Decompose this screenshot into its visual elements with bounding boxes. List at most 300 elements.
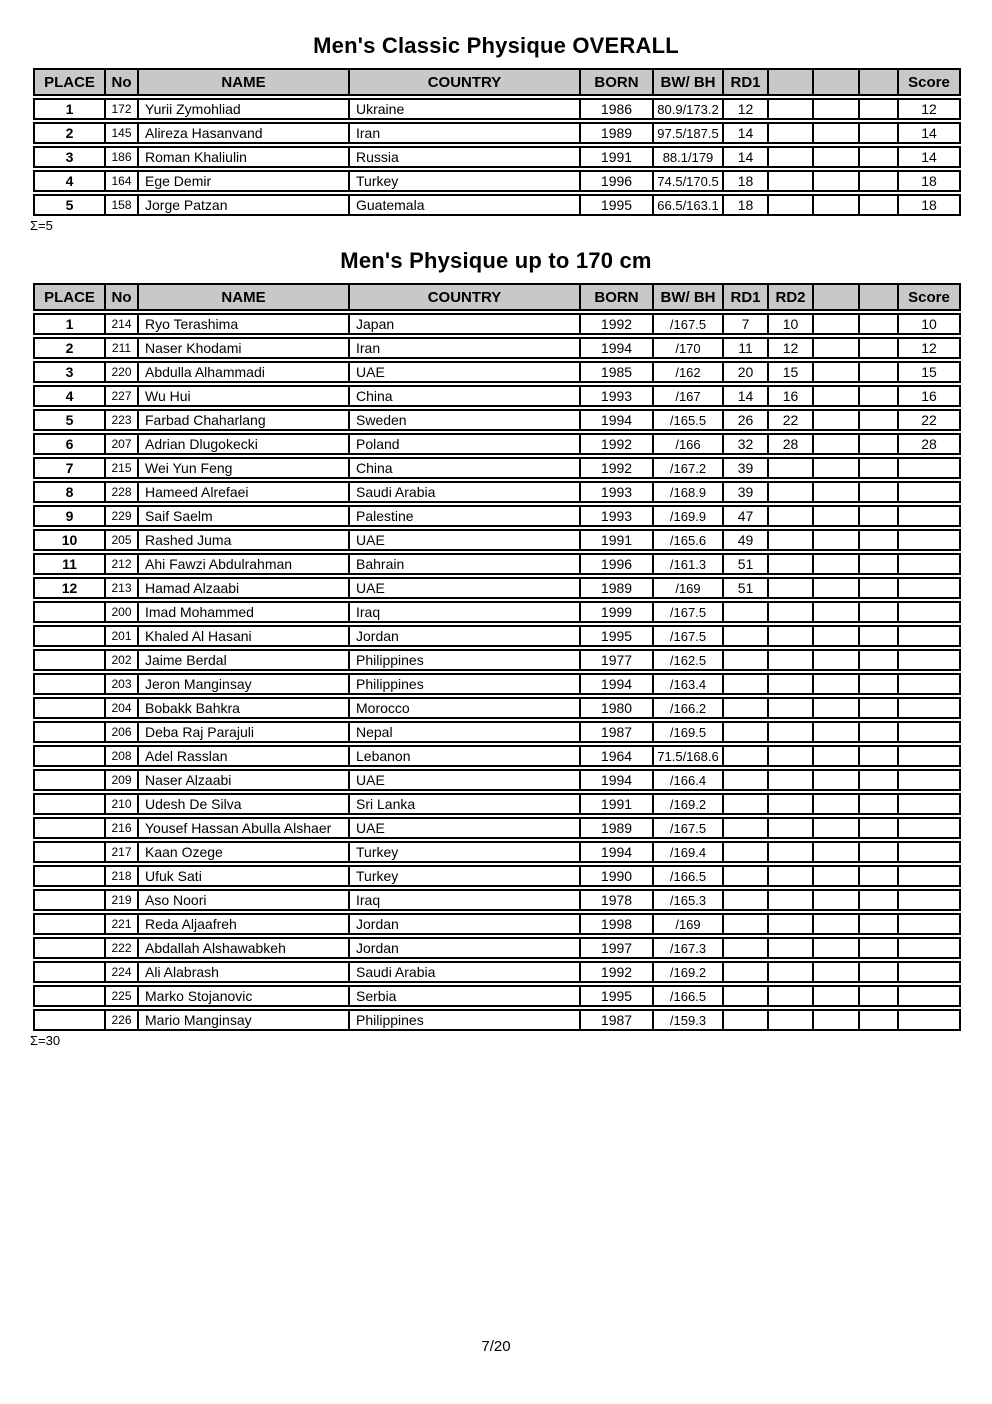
name-cell: Roman Khaliulin [139, 148, 350, 166]
score-cell [899, 1011, 959, 1029]
bwbh-cell: 97.5/187.5 [654, 124, 724, 142]
born-cell: 1991 [581, 148, 654, 166]
born-cell: 1992 [581, 459, 654, 477]
rd1-cell [724, 843, 769, 861]
bwbh-cell: /166.2 [654, 699, 724, 717]
extra1-cell [814, 124, 860, 142]
score-cell [899, 987, 959, 1005]
name-cell: Adrian Dlugokecki [139, 435, 350, 453]
table-row [33, 313, 961, 335]
bwbh-cell: /169 [654, 915, 724, 933]
no-cell: 205 [106, 531, 139, 549]
place-cell: 3 [35, 148, 106, 166]
place-cell: 6 [35, 435, 106, 453]
country-cell: Sri Lanka [350, 795, 581, 813]
rd1-cell [724, 603, 769, 621]
table-row [33, 1009, 961, 1031]
extra2-cell [860, 651, 899, 669]
name-column-header: NAME [139, 285, 350, 309]
no-cell: 145 [106, 124, 139, 142]
country-cell: Turkey [350, 172, 581, 190]
table-row [33, 769, 961, 791]
extra2-cell [860, 315, 899, 333]
bwbh-cell: 88.1/179 [654, 148, 724, 166]
bwbh-cell: 66.5/163.1 [654, 196, 724, 214]
country-cell: Turkey [350, 867, 581, 885]
place-cell [35, 603, 106, 621]
rd2-cell [769, 891, 814, 909]
country-cell: Philippines [350, 675, 581, 693]
no-cell: 218 [106, 867, 139, 885]
score-cell [899, 915, 959, 933]
rd1-cell [724, 891, 769, 909]
name-cell: Ufuk Sati [139, 867, 350, 885]
no-cell: 214 [106, 315, 139, 333]
score-cell [899, 507, 959, 525]
extra2-cell [860, 627, 899, 645]
table-header-row [33, 283, 961, 311]
no-cell: 211 [106, 339, 139, 357]
born-cell: 1994 [581, 675, 654, 693]
score-cell [899, 531, 959, 549]
country-cell: Iran [350, 339, 581, 357]
born-cell: 1996 [581, 555, 654, 573]
rd1-cell: 18 [724, 172, 769, 190]
rd2-cell [769, 819, 814, 837]
place-cell: 4 [35, 387, 106, 405]
rd1-cell [724, 771, 769, 789]
score-cell: 14 [921, 149, 937, 165]
table-row [33, 889, 961, 911]
born-cell: 1994 [581, 339, 654, 357]
bwbh-column-header: BW/ BH [654, 285, 724, 309]
extra1-cell [814, 891, 860, 909]
name-cell: Jeron Manginsay [139, 675, 350, 693]
country-cell: Palestine [350, 507, 581, 525]
rd2-column-header [769, 70, 814, 94]
no-cell: 158 [106, 196, 139, 214]
born-cell: 1999 [581, 603, 654, 621]
bwbh-cell: /169.4 [654, 843, 724, 861]
rd1-column-header: RD1 [724, 70, 769, 94]
born-column-header: BORN [581, 70, 654, 94]
table-row [33, 937, 961, 959]
born-cell: 1991 [581, 531, 654, 549]
place-cell: 1 [35, 315, 106, 333]
table-row [33, 601, 961, 623]
born-cell: 1987 [581, 723, 654, 741]
score-cell [899, 867, 959, 885]
extra1-cell [814, 100, 860, 118]
bwbh-cell: /159.3 [654, 1011, 724, 1029]
score-cell [899, 627, 959, 645]
place-cell [35, 651, 106, 669]
country-cell: China [350, 387, 581, 405]
name-cell: Aso Noori [139, 891, 350, 909]
rd1-cell: 12 [724, 100, 769, 118]
born-cell: 1992 [581, 963, 654, 981]
rd1-cell: 51 [724, 579, 769, 597]
country-cell: Jordan [350, 915, 581, 933]
place-cell [35, 963, 106, 981]
rd1-cell [724, 1011, 769, 1029]
extra1-cell [814, 795, 860, 813]
name-cell: Farbad Chaharlang [139, 411, 350, 429]
extra1-cell [814, 723, 860, 741]
no-cell: 209 [106, 771, 139, 789]
extra1-cell [814, 339, 860, 357]
no-cell: 224 [106, 963, 139, 981]
rd2-cell: 16 [769, 387, 814, 405]
place-cell [35, 987, 106, 1005]
born-cell: 1994 [581, 771, 654, 789]
name-cell: Jaime Berdal [139, 651, 350, 669]
table-row [33, 98, 961, 120]
bwbh-cell: /162 [654, 363, 724, 381]
extra1-cell [814, 531, 860, 549]
rd2-cell [769, 723, 814, 741]
name-cell: Yousef Hassan Abulla Alshaer [139, 819, 350, 837]
rd1-cell [724, 651, 769, 669]
place-cell [35, 867, 106, 885]
extra1-cell [814, 843, 860, 861]
sum-label: Σ=30 [30, 1033, 61, 1048]
score-cell [899, 555, 959, 573]
extra1-cell [814, 435, 860, 453]
place-cell: 1 [35, 100, 106, 118]
rd2-cell [769, 771, 814, 789]
extra1-cell [814, 987, 860, 1005]
no-cell: 223 [106, 411, 139, 429]
extra1-cell [814, 555, 860, 573]
rd2-cell [769, 483, 814, 501]
extra2-cell [860, 459, 899, 477]
rd1-cell [724, 819, 769, 837]
name-cell: Deba Raj Parajuli [139, 723, 350, 741]
extra2-column-header [860, 285, 899, 309]
born-cell: 1994 [581, 843, 654, 861]
bwbh-cell: /166.5 [654, 987, 724, 1005]
extra2-cell [860, 699, 899, 717]
name-cell: Naser Alzaabi [139, 771, 350, 789]
extra1-cell [814, 1011, 860, 1029]
extra1-cell [814, 507, 860, 525]
rd2-cell [769, 1011, 814, 1029]
name-cell: Ahi Fawzi Abdulrahman [139, 555, 350, 573]
country-cell: China [350, 459, 581, 477]
country-cell: Saudi Arabia [350, 483, 581, 501]
extra2-cell [860, 507, 899, 525]
score-cell [899, 819, 959, 837]
name-cell: Wu Hui [139, 387, 350, 405]
no-cell: 217 [106, 843, 139, 861]
extra2-cell [860, 124, 899, 142]
extra2-cell [860, 891, 899, 909]
no-cell: 201 [106, 627, 139, 645]
table-row [33, 146, 961, 168]
extra1-cell [814, 675, 860, 693]
place-column-header: PLACE [35, 70, 106, 94]
extra1-cell [814, 315, 860, 333]
bwbh-cell: /166 [654, 435, 724, 453]
extra1-cell [814, 579, 860, 597]
bwbh-cell: /163.4 [654, 675, 724, 693]
extra2-cell [860, 939, 899, 957]
rd1-cell: 49 [724, 531, 769, 549]
no-cell: 204 [106, 699, 139, 717]
rd2-cell [769, 124, 814, 142]
country-cell: Philippines [350, 1011, 581, 1029]
score-cell: 28 [921, 436, 937, 452]
extra2-cell [860, 1011, 899, 1029]
no-cell: 186 [106, 148, 139, 166]
table-row [33, 385, 961, 407]
table-row [33, 673, 961, 695]
place-cell: 12 [35, 579, 106, 597]
rd1-cell: 32 [724, 435, 769, 453]
country-cell: Ukraine [350, 100, 581, 118]
extra2-cell [860, 483, 899, 501]
page-number: 7/20 [481, 1338, 511, 1355]
score-cell: 12 [921, 340, 937, 356]
country-cell: UAE [350, 363, 581, 381]
no-cell: 226 [106, 1011, 139, 1029]
born-cell: 1987 [581, 1011, 654, 1029]
extra2-cell [860, 555, 899, 573]
table-row [33, 361, 961, 383]
extra1-cell [814, 483, 860, 501]
country-cell: Poland [350, 435, 581, 453]
rd1-cell [724, 963, 769, 981]
rd2-cell [769, 148, 814, 166]
rd2-cell [769, 843, 814, 861]
extra1-cell [814, 939, 860, 957]
no-cell: 172 [106, 100, 139, 118]
extra2-cell [860, 747, 899, 765]
bwbh-cell: /161.3 [654, 555, 724, 573]
table-row [33, 913, 961, 935]
rd2-cell [769, 603, 814, 621]
born-cell: 1989 [581, 819, 654, 837]
bwbh-cell: /167.3 [654, 939, 724, 957]
bwbh-cell: /169.5 [654, 723, 724, 741]
extra2-cell [860, 435, 899, 453]
rd1-cell [724, 747, 769, 765]
no-cell: 225 [106, 987, 139, 1005]
extra2-cell [860, 363, 899, 381]
table-title: Men's Classic Physique OVERALL [313, 33, 679, 58]
extra2-cell [860, 411, 899, 429]
bwbh-cell: /162.5 [654, 651, 724, 669]
born-cell: 1989 [581, 579, 654, 597]
bwbh-cell: /167.5 [654, 315, 724, 333]
score-cell [899, 963, 959, 981]
rd2-column-header: RD2 [769, 285, 814, 309]
rd1-cell: 39 [724, 483, 769, 501]
country-cell: Lebanon [350, 747, 581, 765]
table-row [33, 961, 961, 983]
born-cell: 1980 [581, 699, 654, 717]
name-cell: Marko Stojanovic [139, 987, 350, 1005]
score-cell [899, 891, 959, 909]
rd1-cell [724, 867, 769, 885]
place-cell [35, 939, 106, 957]
table-row [33, 553, 961, 575]
table-row [33, 481, 961, 503]
extra1-cell [814, 172, 860, 190]
born-cell: 1993 [581, 507, 654, 525]
place-cell: 10 [35, 531, 106, 549]
born-cell: 1992 [581, 315, 654, 333]
table-row [33, 817, 961, 839]
rd2-cell [769, 963, 814, 981]
rd2-cell [769, 555, 814, 573]
country-cell: Iraq [350, 603, 581, 621]
score-cell [899, 723, 959, 741]
score-cell [899, 459, 959, 477]
rd1-cell [724, 915, 769, 933]
born-cell: 1993 [581, 483, 654, 501]
country-cell: UAE [350, 531, 581, 549]
extra2-cell [860, 771, 899, 789]
name-cell: Jorge Patzan [139, 196, 350, 214]
results-table-section [0, 248, 992, 1049]
results-table-section [0, 33, 992, 234]
no-cell: 220 [106, 363, 139, 381]
born-cell: 1995 [581, 987, 654, 1005]
rd1-cell: 39 [724, 459, 769, 477]
name-cell: Rashed Juma [139, 531, 350, 549]
rd2-cell [769, 100, 814, 118]
rd2-cell [769, 747, 814, 765]
table-header-row [33, 68, 961, 96]
bwbh-cell: /165.5 [654, 411, 724, 429]
extra2-cell [860, 867, 899, 885]
extra2-column-header [860, 70, 899, 94]
country-cell: Russia [350, 148, 581, 166]
rd2-cell [769, 795, 814, 813]
table-row [33, 697, 961, 719]
place-cell [35, 843, 106, 861]
rd1-cell: 14 [724, 387, 769, 405]
table-row [33, 649, 961, 671]
score-cell: 22 [921, 412, 937, 428]
rd2-cell [769, 675, 814, 693]
extra2-cell [860, 915, 899, 933]
name-cell: Ali Alabrash [139, 963, 350, 981]
extra2-cell [860, 531, 899, 549]
rd1-cell: 47 [724, 507, 769, 525]
no-cell: 212 [106, 555, 139, 573]
name-cell: Ege Demir [139, 172, 350, 190]
rd1-cell [724, 627, 769, 645]
rd2-cell [769, 699, 814, 717]
name-cell: Hamad Alzaabi [139, 579, 350, 597]
extra1-cell [814, 387, 860, 405]
extra1-cell [814, 771, 860, 789]
no-cell: 228 [106, 483, 139, 501]
place-cell: 7 [35, 459, 106, 477]
rd2-cell [769, 531, 814, 549]
table-row [33, 529, 961, 551]
born-column-header: BORN [581, 285, 654, 309]
extra1-cell [814, 819, 860, 837]
score-cell: 16 [921, 388, 937, 404]
bwbh-cell: /166.5 [654, 867, 724, 885]
no-cell: 215 [106, 459, 139, 477]
no-cell: 210 [106, 795, 139, 813]
extra1-cell [814, 915, 860, 933]
extra1-cell [814, 363, 860, 381]
score-cell [899, 483, 959, 501]
extra2-cell [860, 172, 899, 190]
rd2-cell [769, 172, 814, 190]
name-cell: Mario Manginsay [139, 1011, 350, 1029]
extra1-cell [814, 603, 860, 621]
extra1-cell [814, 699, 860, 717]
bwbh-cell: /169.2 [654, 963, 724, 981]
no-column-header: No [106, 70, 139, 94]
score-cell: 12 [921, 101, 937, 117]
country-cell: UAE [350, 579, 581, 597]
name-cell: Hameed Alrefaei [139, 483, 350, 501]
name-cell: Abdulla Alhammadi [139, 363, 350, 381]
name-cell: Yurii Zymohliad [139, 100, 350, 118]
place-cell: 9 [35, 507, 106, 525]
extra1-cell [814, 148, 860, 166]
extra1-cell [814, 747, 860, 765]
place-cell [35, 891, 106, 909]
rd1-cell: 18 [724, 196, 769, 214]
table-row [33, 745, 961, 767]
born-cell: 1994 [581, 411, 654, 429]
no-cell: 221 [106, 915, 139, 933]
rd2-cell [769, 867, 814, 885]
place-cell: 2 [35, 339, 106, 357]
rd2-cell: 10 [769, 315, 814, 333]
score-column-header: Score [908, 288, 950, 306]
extra1-cell [814, 627, 860, 645]
name-cell: Naser Khodami [139, 339, 350, 357]
no-cell: 207 [106, 435, 139, 453]
bwbh-cell: 80.9/173.2 [654, 100, 724, 118]
place-cell: 3 [35, 363, 106, 381]
extra1-cell [814, 459, 860, 477]
table-row [33, 793, 961, 815]
score-cell: 18 [921, 173, 937, 189]
born-cell: 1985 [581, 363, 654, 381]
place-cell: 5 [35, 196, 106, 214]
rd1-cell: 11 [724, 339, 769, 357]
country-cell: Nepal [350, 723, 581, 741]
bwbh-cell: /167.5 [654, 627, 724, 645]
place-cell [35, 795, 106, 813]
table-title: Men's Physique up to 170 cm [340, 248, 652, 273]
extra2-cell [860, 148, 899, 166]
rd1-cell [724, 795, 769, 813]
born-cell: 1998 [581, 915, 654, 933]
country-cell: Jordan [350, 627, 581, 645]
bwbh-cell: 74.5/170.5 [654, 172, 724, 190]
extra1-column-header [814, 285, 860, 309]
extra1-cell [814, 867, 860, 885]
country-cell: Sweden [350, 411, 581, 429]
born-cell: 1978 [581, 891, 654, 909]
rd1-cell: 51 [724, 555, 769, 573]
place-cell [35, 915, 106, 933]
no-cell: 200 [106, 603, 139, 621]
table-row [33, 841, 961, 863]
